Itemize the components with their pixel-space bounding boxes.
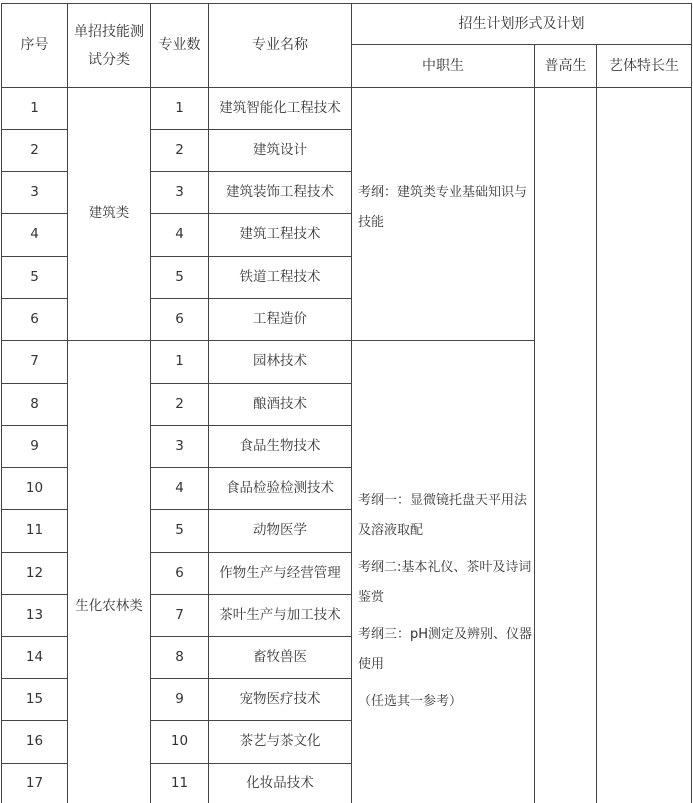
- major-number-cell: 7: [175, 606, 184, 623]
- major-name-cell: 园林技术: [253, 353, 307, 370]
- seq-cell: 4: [30, 226, 39, 243]
- outline-text: 考纲一：显微镜托盘天平用法及溶液取配: [358, 493, 528, 538]
- outline-text: 考纲：建筑类专业基础知识与技能: [358, 185, 528, 230]
- major-number-cell: 8: [175, 648, 184, 665]
- category-cell: 建筑类: [88, 205, 130, 222]
- header-major-count: 专业数: [158, 37, 201, 54]
- major-name-cell: 茶叶生产与加工技术: [219, 606, 341, 623]
- major-name-cell: 建筑智能化工程技术: [219, 99, 341, 116]
- major-number-cell: 3: [175, 437, 184, 454]
- major-name-cell: 食品检验检测技术: [226, 479, 334, 496]
- category-cell: 生化农林类: [75, 598, 143, 614]
- major-number-cell: 9: [175, 690, 184, 707]
- outline-text: 考纲二:基本礼仪、茶叶及诗词鉴赏: [358, 560, 532, 605]
- seq-cell: 9: [30, 437, 39, 454]
- seq-cell: 10: [25, 479, 44, 496]
- seq-cell: 1: [30, 99, 39, 116]
- outline-text: （任选其一参考）: [358, 694, 463, 709]
- major-name-cell: 畜牧兽医: [253, 648, 307, 665]
- seq-cell: 15: [25, 690, 44, 707]
- major-number-cell: 6: [175, 310, 184, 327]
- seq-cell: 6: [30, 310, 39, 327]
- major-name-cell: 化妆品技术: [246, 774, 314, 791]
- major-number-cell: 2: [175, 395, 184, 412]
- outline-text: 考纲三：pH测定及辨别、仪器使用: [358, 627, 533, 672]
- major-number-cell: 5: [175, 268, 184, 285]
- major-number-cell: 4: [175, 479, 184, 496]
- header-major-name: 专业名称: [252, 37, 308, 54]
- major-name-cell: 建筑装饰工程技术: [226, 183, 334, 200]
- major-name-cell: 酿酒技术: [253, 395, 307, 412]
- major-name-cell: 宠物医疗技术: [239, 690, 321, 707]
- seq-cell: 3: [30, 183, 39, 200]
- seq-cell: 5: [30, 268, 39, 285]
- seq-cell: 17: [25, 774, 44, 791]
- header-seq: 序号: [20, 37, 49, 54]
- seq-cell: 13: [25, 606, 44, 623]
- header-zhongzhi: 中职生: [422, 57, 464, 74]
- major-name-cell: 工程造价: [253, 310, 307, 327]
- header-plan: 招生计划形式及计划: [458, 15, 585, 32]
- seq-cell: 11: [25, 522, 44, 539]
- major-name-cell: 动物医学: [253, 522, 307, 539]
- major-number-cell: 3: [175, 183, 184, 200]
- seq-cell: 2: [30, 141, 39, 158]
- major-name-cell: 茶艺与茶文化: [239, 733, 321, 750]
- major-number-cell: 2: [175, 141, 184, 158]
- major-number-cell: 1: [175, 99, 184, 116]
- major-name-cell: 铁道工程技术: [239, 268, 321, 285]
- seq-cell: 7: [30, 353, 39, 370]
- header-pugao: 普高生: [544, 57, 587, 74]
- major-name-cell: 作物生产与经营管理: [219, 564, 341, 581]
- major-name-cell: 建筑工程技术: [239, 226, 321, 243]
- major-number-cell: 1: [175, 353, 184, 370]
- outline-cell: [352, 178, 534, 238]
- header-category: 单招技能测试分类: [74, 23, 144, 68]
- header-yiti: 艺体特长生: [609, 57, 679, 74]
- major-name-cell: 建筑设计: [253, 141, 307, 158]
- major-number-cell: 4: [175, 226, 184, 243]
- seq-cell: 16: [25, 733, 44, 750]
- outline-cell: [352, 486, 534, 717]
- major-name-cell: 食品生物技术: [239, 437, 321, 454]
- major-number-cell: 10: [170, 733, 189, 750]
- seq-cell: 12: [25, 564, 44, 581]
- major-number-cell: 5: [175, 522, 184, 539]
- seq-cell: 8: [30, 395, 39, 412]
- major-number-cell: 11: [170, 774, 189, 791]
- major-number-cell: 6: [175, 564, 184, 581]
- seq-cell: 14: [25, 648, 44, 665]
